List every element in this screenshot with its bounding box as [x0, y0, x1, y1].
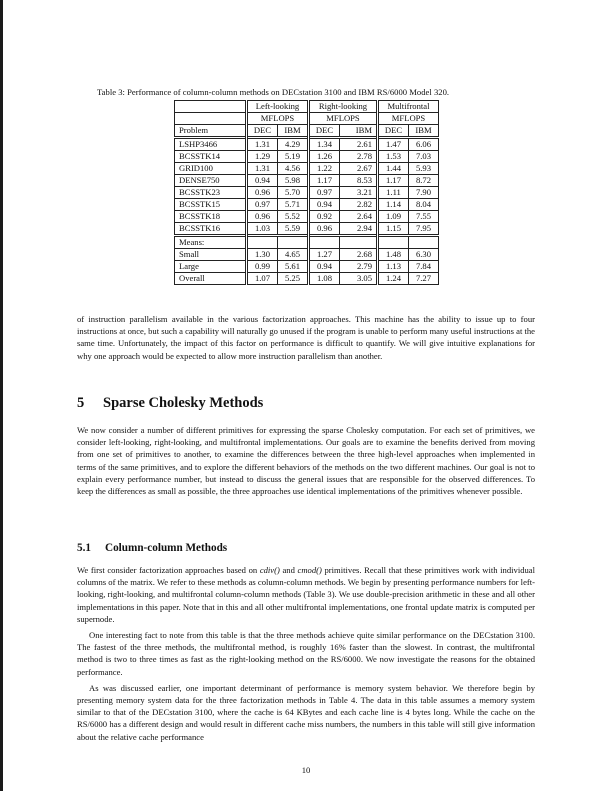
- cell: 1.47: [378, 138, 409, 151]
- group-right-looking: Right-looking: [309, 101, 378, 113]
- cell: 1.48: [378, 249, 409, 261]
- cell: 7.84: [409, 261, 439, 273]
- cell: 1.09: [378, 211, 409, 223]
- cell: 1.34: [309, 138, 340, 151]
- cell: 7.90: [409, 187, 439, 199]
- cell: 0.97: [247, 199, 278, 211]
- cell: [378, 236, 409, 249]
- cell: 0.96: [309, 223, 340, 236]
- cell: 1.31: [247, 138, 278, 151]
- table-row: [175, 187, 439, 199]
- cell: DENSE750: [175, 175, 247, 187]
- cell: 0.99: [247, 261, 278, 273]
- cell: 8.72: [409, 175, 439, 187]
- table-row: [175, 163, 439, 175]
- cell: BCSSTK18: [175, 211, 247, 223]
- cell: 2.82: [340, 199, 378, 211]
- subsection-heading: [77, 542, 227, 554]
- cell: 0.96: [247, 187, 278, 199]
- cell: [247, 236, 278, 249]
- means-row: [175, 261, 439, 273]
- cell: 0.97: [309, 187, 340, 199]
- cell: 1.13: [378, 261, 409, 273]
- cell: 5.59: [278, 223, 309, 236]
- subsection-number: 5.1: [77, 542, 91, 554]
- cell: 0.96: [247, 211, 278, 223]
- section-paragraph: [77, 424, 535, 497]
- means-row: [175, 273, 439, 285]
- cell: [409, 236, 439, 249]
- header-blank: [175, 113, 247, 125]
- table-row: [175, 199, 439, 211]
- cell: BCSSTK15: [175, 199, 247, 211]
- paragraph-2: One interesting fact to note from this table is that the three methods achieve quite similar performance on the DECstation 3100. The fastest of the three methods, the multifrontal method, is roughly 16% faster than the slowest. In contrast, the multifrontal method is two to three times as fast as the right-looking method on the RS/6000. We now investigate the reasons for the obtained performance.: [77, 630, 535, 677]
- cell: 5.61: [278, 261, 309, 273]
- cell: 1.07: [247, 273, 278, 285]
- paragraph-1: [77, 564, 535, 625]
- cell: 1.22: [309, 163, 340, 175]
- paragraph-text: We now consider a number of different primitives for expressing the sparse Cholesky computation. For each set of primitives, we consider left-looking, right-looking, and multifrontal implementations. Our goals are to examine the benefits derived from moving from one set of primitives to another, to examine the differences between the three high-level approaches when implemented in terms of the same primitives, and to explore the different behaviors of the methods on the two different machines. Our goal is not to explain every performance number, but instead to discuss the general issues that are responsible for the observed differences. To keep the differences as small as possible, the three approaches use identical implementations of the primitives whenever possible.: [77, 425, 535, 497]
- section-title: Sparse Cholesky Methods: [103, 395, 264, 411]
- cell: 1.17: [309, 175, 340, 187]
- cell: BCSSTK14: [175, 151, 247, 163]
- cell: BCSSTK23: [175, 187, 247, 199]
- cell: 1.44: [378, 163, 409, 175]
- cell: Small: [175, 249, 247, 261]
- cell: 7.27: [409, 273, 439, 285]
- math-cmod: cmod(): [297, 565, 322, 575]
- cell: [278, 236, 309, 249]
- section-number: 5: [77, 395, 85, 411]
- units-multi: MFLOPS: [378, 113, 439, 125]
- performance-table: [174, 100, 439, 285]
- text-span: We first consider factorization approaches based on: [77, 565, 260, 575]
- cell: GRID100: [175, 163, 247, 175]
- col-header: DEC: [378, 125, 409, 138]
- page-number: 10: [301, 765, 311, 775]
- group-left-looking: Left-looking: [247, 101, 309, 113]
- group-multifrontal: Multifrontal: [378, 101, 439, 113]
- table-group-header-row: [175, 101, 439, 113]
- cell: 5.70: [278, 187, 309, 199]
- cell: 0.94: [309, 199, 340, 211]
- cell: 2.61: [340, 138, 378, 151]
- cell: 3.21: [340, 187, 378, 199]
- cell: 1.08: [309, 273, 340, 285]
- header-blank: [175, 101, 247, 113]
- col-header: IBM: [409, 125, 439, 138]
- cell: 5.93: [409, 163, 439, 175]
- cell: 5.19: [278, 151, 309, 163]
- cell: 5.71: [278, 199, 309, 211]
- cell: 5.25: [278, 273, 309, 285]
- col-header: DEC: [247, 125, 278, 138]
- cell: 2.78: [340, 151, 378, 163]
- cell: 1.14: [378, 199, 409, 211]
- subsection-title: Column-column Methods: [105, 542, 228, 554]
- intro-paragraph: [77, 313, 535, 362]
- text-span: and: [279, 565, 298, 575]
- cell: 1.31: [247, 163, 278, 175]
- cell: Overall: [175, 273, 247, 285]
- cell: 1.17: [378, 175, 409, 187]
- cell: BCSSTK16: [175, 223, 247, 236]
- math-cdiv: cdiv(): [259, 565, 280, 575]
- cell: 2.94: [340, 223, 378, 236]
- cell: 1.11: [378, 187, 409, 199]
- table-row: [175, 223, 439, 236]
- cell: 2.68: [340, 249, 378, 261]
- table-row: [175, 151, 439, 163]
- section-heading: [77, 395, 263, 412]
- cell: 1.29: [247, 151, 278, 163]
- col-header: IBM: [340, 125, 378, 138]
- cell: 2.64: [340, 211, 378, 223]
- cell: 2.79: [340, 261, 378, 273]
- cell: 7.95: [409, 223, 439, 236]
- table-units-row: [175, 113, 439, 125]
- cell: 4.65: [278, 249, 309, 261]
- cell: 6.30: [409, 249, 439, 261]
- units-right: MFLOPS: [309, 113, 378, 125]
- col-header-problem: Problem: [175, 125, 247, 138]
- cell: 0.94: [309, 261, 340, 273]
- units-left: MFLOPS: [247, 113, 309, 125]
- cell: 0.94: [247, 175, 278, 187]
- paragraph-3: As was discussed earlier, one important determinant of performance is memory system behavior. We therefore begin by presenting memory system data for the three factorization methods in Table 4. The data in this table assumes a memory system similar to that of the DECstation 3100, where the cache is 64 KBytes and each cache line is 4 bytes long. While the cache on the RS/6000 has a different design and would result in different cache miss numbers, the numbers in this table will still give information about the relative cache performance: [77, 682, 535, 742]
- table-caption: Table 3: Performance of column-column methods on DECstation 3100 and IBM RS/6000 Model 320.: [97, 87, 450, 97]
- cell: 1.53: [378, 151, 409, 163]
- cell: 1.30: [247, 249, 278, 261]
- table-row: [175, 175, 439, 187]
- means-row: [175, 249, 439, 261]
- scan-edge: [0, 0, 3, 791]
- cell: [340, 236, 378, 249]
- cell: 8.04: [409, 199, 439, 211]
- cell: 4.56: [278, 163, 309, 175]
- col-header: IBM: [278, 125, 309, 138]
- text-span: primitives. Recall that these primitives work with individual columns of the matrix. We refer to these methods as column-column methods. We begin by presenting performance numbers for left-looking, right-looking, and multifrontal column-column methods (Table 3). We use double-precision arithmetic in these and all other implementations in this paper. Note that in this and all other multifrontal implementations, one frontal update matrix is computed per supernode.: [77, 565, 536, 624]
- cell: LSHP3466: [175, 138, 247, 151]
- cell: Large: [175, 261, 247, 273]
- table-row: [175, 211, 439, 223]
- col-header: DEC: [309, 125, 340, 138]
- table-subheader-row: [175, 125, 439, 138]
- cell: 1.26: [309, 151, 340, 163]
- cell: 7.55: [409, 211, 439, 223]
- cell: 5.52: [278, 211, 309, 223]
- cell: 7.03: [409, 151, 439, 163]
- cell: 1.27: [309, 249, 340, 261]
- table-row: [175, 138, 439, 151]
- cell: 8.53: [340, 175, 378, 187]
- cell: 1.03: [247, 223, 278, 236]
- means-label-row: [175, 236, 439, 249]
- cell: 5.98: [278, 175, 309, 187]
- means-label: Means:: [175, 236, 247, 249]
- cell: [309, 236, 340, 249]
- paragraph-text: of instruction parallelism available in the various factorization approaches. This machine has the ability to issue up to four instructions at once, but such a capability will naturally go unused if the program is unable to perform many useful instructions at the same time. Unfortunately, the impact of this factor on performance is difficult to quantify. We will give intuitive explanations for why one approach would be expected to allow more instruction parallelism than another.: [77, 314, 535, 361]
- cell: 1.24: [378, 273, 409, 285]
- cell: 3.05: [340, 273, 378, 285]
- subsection-body: [77, 564, 535, 743]
- cell: 6.06: [409, 138, 439, 151]
- cell: 4.29: [278, 138, 309, 151]
- cell: 2.67: [340, 163, 378, 175]
- cell: 0.92: [309, 211, 340, 223]
- cell: 1.15: [378, 223, 409, 236]
